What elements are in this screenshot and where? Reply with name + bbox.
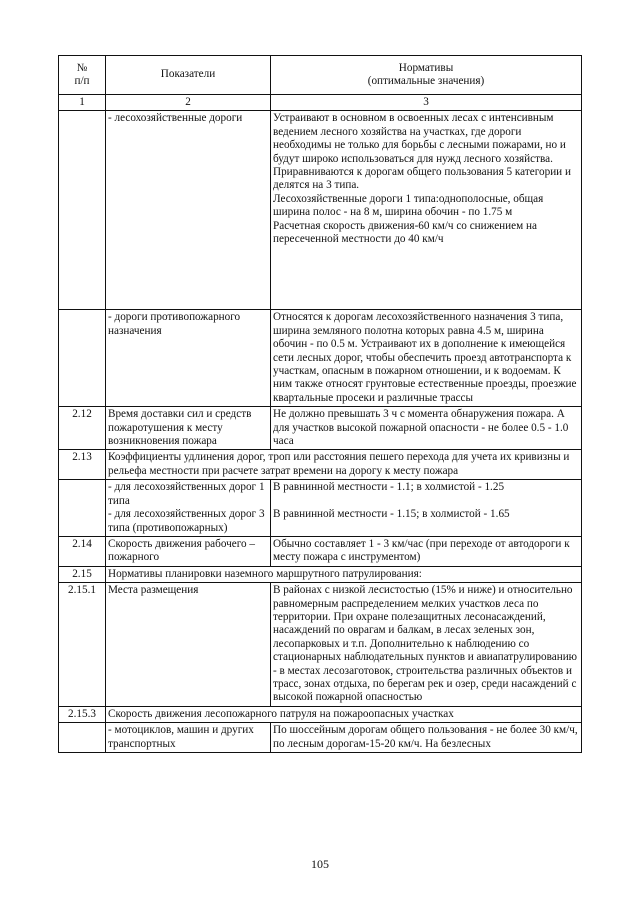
- row-norms: [271, 111, 582, 310]
- row-indicator: Скорость движения рабочего – пожарного: [106, 536, 271, 566]
- norms-paragraph: Устраивают в основном в освоенных лесах с интенсивным ведением лесного хозяйства на участках, где дороги необходимы не только для борьбы с лесными пожарами, но и будут широко использоваться для нужд лесного хозяйства. Приравниваются к дорогам общего пользования 5 категории и делятся на 3 типа.: [273, 112, 571, 192]
- row-number: 2.13: [59, 450, 106, 480]
- column-number: 3: [271, 95, 582, 111]
- header-number: № п/п: [59, 56, 106, 95]
- table-header-row: [59, 56, 582, 95]
- row-norms: Не должно превышать 3 ч с момента обнаружения пожара. А для участков высокой пожарной опасности - не более 0.5 - 1.0 часа: [271, 407, 582, 450]
- row-number: [59, 310, 106, 407]
- row-number: [59, 723, 106, 753]
- indicator-item: - для лесохозяйственных дорог 3 типа (противопожарных): [108, 508, 265, 534]
- table-row: [59, 723, 582, 753]
- header-norms-subtitle: (оптимальные значения): [367, 75, 485, 87]
- indicator-item: - для лесохозяйственных дорог 1 типа: [108, 481, 265, 507]
- table-row: [59, 450, 582, 480]
- header-indicator: Показатели: [106, 56, 271, 95]
- row-indicator: [106, 480, 271, 537]
- norms-paragraph: Лесохозяйственные дороги 1 типа:однополосные, общая ширина полос - на 8 м, ширина обочин - по 1.75 м: [273, 192, 544, 219]
- row-number: [59, 111, 106, 310]
- row-number: 2.12: [59, 407, 106, 450]
- row-indicator: - лесохозяйственные дороги: [106, 111, 271, 310]
- row-number: 2.15.1: [59, 583, 106, 707]
- table-row: [59, 407, 582, 450]
- row-norms: По шоссейным дорогам общего пользования - не более 30 км/ч, по лесным дорогам-15-20 км/ч. На безлесных: [271, 723, 582, 753]
- table-row: [59, 310, 582, 407]
- row-indicator: - мотоциклов, машин и других транспортных: [106, 723, 271, 753]
- norms-item: В равнинной местности - 1.1; в холмистой - 1.25: [273, 481, 505, 494]
- header-norms-title: Нормативы: [398, 61, 454, 74]
- row-norms: Обычно составляет 1 - 3 км/час (при переходе от автодороги к месту пожара с инструментом): [271, 536, 582, 566]
- row-norms: Относятся к дорогам лесохозяйственного назначения 3 типа, ширина земляного полотна которых равна 4.5 м, ширина обочин - по 0.5 м. Устраивают их в дополнение к имеющейся сети лесных дорог, чтобы обеспечить проезд автотранспорта к участкам, опасным в пожарном отношении, и к водоемам. К ним также относят грунтовые естественные проезды, проезжие квартальные просеки и различные трассы: [271, 310, 582, 407]
- row-span-text: Нормативы планировки наземного маршрутного патрулирования:: [106, 566, 582, 582]
- row-number: 2.15: [59, 566, 106, 582]
- row-indicator: - дороги противопожарного назначения: [106, 310, 271, 407]
- row-norms: В районах с низкой лесистостью (15% и ниже) и относительно равномерным распределением мелких участков леса по территории. При охране полезащитных лесонасаждений, насаждений по оврагам и балкам, в лесах зеленых зон, лесопарковых и т.п. Дополнительно к наблюдению со стационарных наблюдательных пунктов и авиапатрулированию - в местах лесозаготовок, строительства различных объектов и трасс, зонах отдыха, по берегам рек и озер, среди насаждений с высокой пожарной опасностью: [271, 583, 582, 707]
- row-number: [59, 480, 106, 537]
- row-indicator: Места размещения: [106, 583, 271, 707]
- column-number: 2: [106, 95, 271, 111]
- norms-item: В равнинной местности - 1.15; в холмистой - 1.65: [273, 507, 510, 520]
- table-row: [59, 566, 582, 582]
- norms-paragraph: Расчетная скорость движения-60 км/ч со снижением на пересеченной местности до 40 км/ч: [273, 219, 537, 246]
- table-row: [59, 583, 582, 707]
- table-row: [59, 111, 582, 310]
- table-row: [59, 706, 582, 722]
- row-number: 2.14: [59, 536, 106, 566]
- row-norms: [271, 480, 582, 537]
- page-number: 105: [311, 857, 329, 871]
- column-number-row: [59, 95, 582, 111]
- table-row: [59, 480, 582, 537]
- table-row: [59, 536, 582, 566]
- row-span-text: Скорость движения лесопожарного патруля на пожароопасных участках: [106, 706, 582, 722]
- header-norms: [271, 56, 582, 95]
- column-number: 1: [59, 95, 106, 111]
- row-indicator: Время доставки сил и средств пожаротушения к месту возникновения пожара: [106, 407, 271, 450]
- row-span-text: Коэффициенты удлинения дорог, троп или расстояния пешего перехода для учета их кривизны и рельефа местности при расчете затрат времени на дорогу к месту пожара: [106, 450, 582, 480]
- row-number: 2.15.3: [59, 706, 106, 722]
- norms-table: [58, 55, 582, 753]
